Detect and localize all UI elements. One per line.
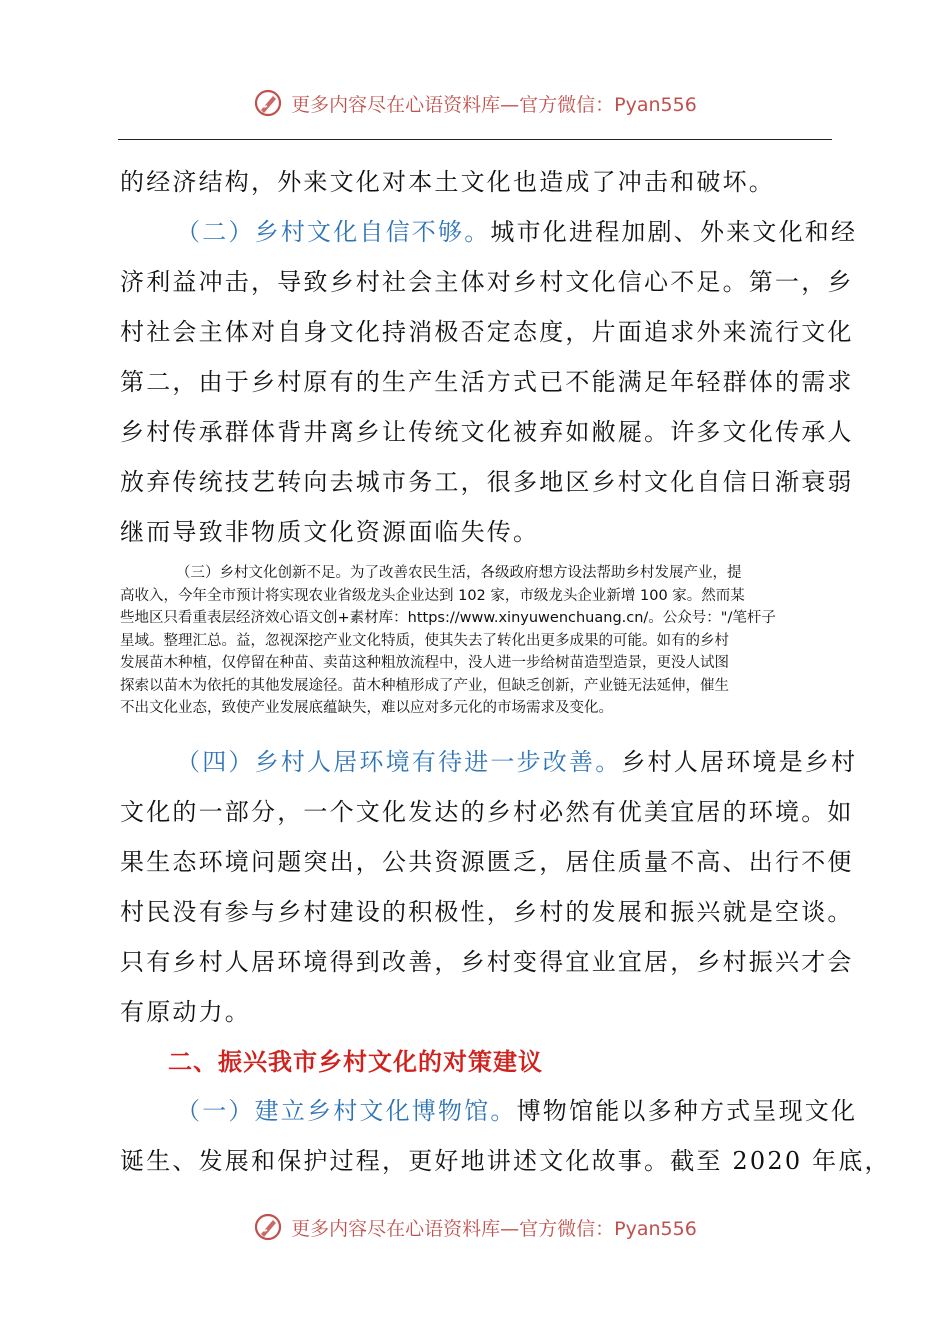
- text-line: [120, 207, 858, 257]
- text-line: 村社会主体对自身文化持消极否定态度，片面追求外来流行文化: [120, 318, 854, 346]
- header-banner: [0, 88, 950, 118]
- text-line: 济利益冲击，导致乡村社会主体对乡村文化信心不足。第一，乡: [120, 268, 854, 296]
- text-line: [120, 1086, 858, 1136]
- text-line: 村民没有参与乡村建设的积极性，乡村的发展和振兴就是空谈。: [120, 898, 854, 926]
- text-line: 第二，由于乡村原有的生产生活方式已不能满足年轻群体的需求: [120, 368, 854, 396]
- text-line: （三）乡村文化创新不足。为了改善农民生活，各级政府想方设法帮助乡村发展产业，提: [176, 565, 742, 581]
- section-4-lead: （四）乡村人居环境有待进一步改善。: [176, 748, 622, 776]
- section-2-first-line: 城市化进程加剧、外来文化和经: [490, 218, 858, 246]
- section-2-paragraph: [120, 207, 858, 557]
- section-heading: 二、振兴我市乡村文化的对策建议: [168, 1048, 543, 1076]
- text-line: 探索以苗木为依托的其他发展途径。苗木种植形成了产业，但缺乏创新，产业链无法延伸，催生: [120, 677, 729, 694]
- banner-label: 更多内容尽在心语资料库—官方微信：: [291, 1217, 615, 1240]
- section-1-tail: [120, 157, 832, 207]
- section-4-paragraph: [120, 737, 858, 1037]
- pen-logo-icon: [253, 88, 283, 118]
- text-line: 文化的一部分，一个文化发达的乡村必然有优美宜居的环境。如: [120, 798, 854, 826]
- section-2-lead: （二）乡村文化自信不够。: [176, 218, 491, 246]
- text-line: 乡村传承群体背井离乡让传统文化被弃如敝屣。许多文化传承人: [120, 418, 854, 446]
- text-line: 继而导致非物质文化资源面临失传。: [120, 518, 540, 546]
- text-line: [120, 737, 858, 787]
- text-line: 放弃传统技艺转向去城市务工，很多地区乡村文化自信日渐衰弱: [120, 468, 854, 496]
- section-5-first-line: 博物馆能以多种方式呈现文化: [516, 1097, 858, 1125]
- text-line: 有原动力。: [120, 998, 251, 1026]
- section-3-paragraph: [120, 562, 832, 720]
- section-5-paragraph: [120, 1086, 891, 1186]
- text-line: 些地区只看重表层经济效心语文创+素材库：https://www.xinyuwenchuang.cn/。公众号："/笔杆子: [120, 610, 776, 626]
- footer-banner-text: [291, 1214, 697, 1241]
- text-line: 发展苗木种植，仅停留在种苗、卖苗这种粗放流程中，没人进一步给树苗造型造景，更没人试图: [120, 655, 729, 671]
- footer-banner: [0, 1212, 950, 1242]
- text-line: 果生态环境问题突出，公共资源匮乏，居住质量不高、出行不便: [120, 848, 854, 876]
- text-line: 只有乡村人居环境得到改善，乡村变得宜业宜居，乡村振兴才会: [120, 948, 854, 976]
- header-banner-text: [291, 90, 697, 117]
- text-line: 诞生、发展和保护过程，更好地讲述文化故事。截至 2020 年底，: [120, 1147, 891, 1175]
- text-line: 的经济结构，外来文化对本土文化也造成了冲击和破坏。: [120, 168, 775, 196]
- banner-wechat-id: Pyan556: [614, 1217, 697, 1240]
- banner-wechat-id: Pyan556: [614, 93, 697, 116]
- header-divider: [118, 139, 832, 140]
- text-line: 高收入，今年全市预计将实现农业省级龙头企业达到 102 家，市级龙头企业新增 100 家。然而某: [120, 587, 745, 604]
- section-4-first-line: 乡村人居环境是乡村: [621, 748, 858, 776]
- banner-label: 更多内容尽在心语资料库—官方微信：: [291, 93, 615, 116]
- text-line: 星域。整理汇总。益，忽视深挖产业文化特质，使其失去了转化出更多成果的可能。如有的乡村: [120, 632, 729, 649]
- pen-logo-icon: [253, 1212, 283, 1242]
- section-5-lead: （一）建立乡村文化博物馆。: [176, 1097, 517, 1125]
- text-line: 不出文化业态，致使产业发展底蕴缺失，难以应对多元化的市场需求及变化。: [120, 700, 613, 716]
